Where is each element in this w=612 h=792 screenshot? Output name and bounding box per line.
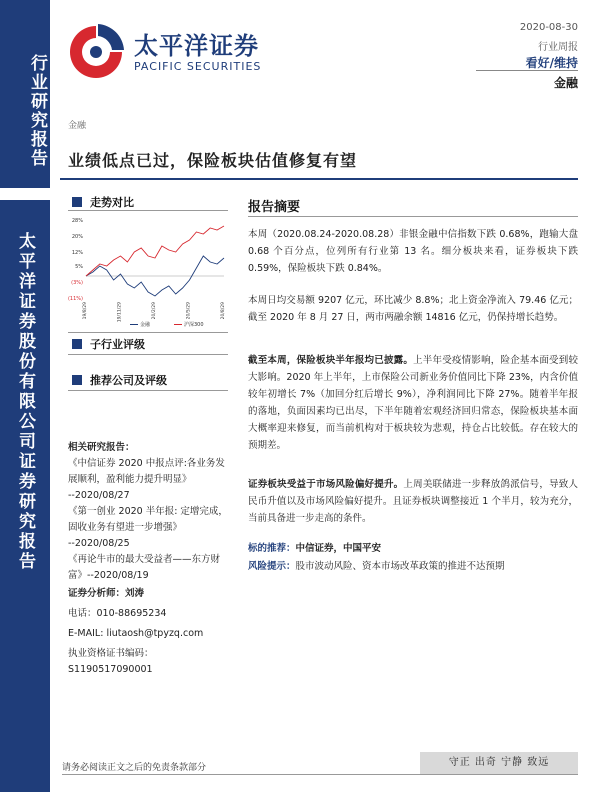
section-recommend	[72, 372, 167, 388]
title-divider	[60, 178, 578, 180]
risk-value: 股市波动风险、资本市场改革政策的推进不达预期	[295, 561, 505, 572]
section-divider	[68, 332, 228, 333]
report-type: 行业周报	[538, 42, 578, 53]
related-item-date: --2020/08/25	[68, 538, 130, 549]
y-tick-label: (11%)	[67, 296, 83, 302]
risk-label: 风险提示：	[248, 561, 296, 572]
section-marker-icon	[72, 339, 82, 349]
logo-cn-text: 太平洋证券	[134, 32, 259, 60]
related-item[interactable]: 《再论牛市的最大受益者——东方财富》--2020/08/19	[68, 554, 221, 581]
breadcrumb: 金融	[68, 121, 87, 131]
legend-label: 金融	[140, 322, 151, 328]
related-item[interactable]: 《第一创业 2020 半年报: 定增完成，固收业务有望进一步增强》	[68, 506, 228, 533]
x-tick-label: 20/8/29	[221, 302, 226, 320]
y-tick-label: (3%)	[71, 280, 83, 286]
section-sub-industry	[72, 336, 145, 352]
report-date: 2020-08-30	[519, 22, 578, 33]
industry-rating: 看好/维持	[525, 56, 578, 70]
summary-p4-lead: 证券板块受益于市场风险偏好提升。	[248, 479, 404, 490]
summary-risk	[248, 558, 578, 575]
logo	[64, 20, 284, 80]
x-tick-label: 20/2/29	[152, 302, 157, 320]
targets-label: 标的推荐：	[248, 543, 296, 554]
section-divider	[68, 390, 228, 391]
summary-paragraph-1: 本周（2020.08.24-2020.08.28）非银金融中信指数下跌 0.68%，跑输大盘 0.68 个百分点，位列所有行业第 13 名。细分板块来看，证券板块下跌 0.59%，保险板块下跌 0.84%。	[248, 229, 578, 274]
section-recommend-label: 推荐公司及评级	[90, 374, 167, 387]
footer-disclaimer: 请务必阅读正文之后的免责条款部分	[62, 763, 207, 773]
section-divider	[68, 210, 228, 211]
trend-chart	[64, 214, 230, 330]
summary-divider	[248, 216, 578, 217]
section-marker-icon	[72, 375, 82, 385]
footer-motto: 守正 出奇 宁静 致远	[420, 752, 578, 774]
report-header-meta	[520, 22, 578, 70]
x-tick-label: 19/8/29	[83, 302, 88, 320]
related-reports	[68, 440, 230, 584]
x-tick-label: 20/5/29	[186, 302, 192, 320]
section-trend-label: 走势对比	[90, 196, 134, 209]
summary-p3-body: 上半年受疫情影响，险企基本面受到较大影响。2020 年上半年，上市保险公司新业务价值同比下降 23%，内含价值较年初增长 7%（加回分红后增长 9%），净利润同比下降 27%。随着半年报的落地，负面因素均已出尽，下半年随着宏观经济回归常态，保险板块基本面大概率迎来修复，而当前机构对于板块较为悲观，持仓占比较低。存在较大的预期差。	[248, 355, 578, 451]
related-heading: 相关研究报告：	[68, 442, 135, 453]
logo-mark-icon	[64, 20, 128, 80]
legend-label: 沪深300	[184, 322, 204, 328]
related-item-date: --2020/08/27	[68, 490, 130, 501]
summary-p4-body: 上周美联储进一步释放鸽派信号，导致人民币升值以及市场风险偏好提升。且证券板块调整接近 1 个半月，较为充分，当前具备进一步走高的条件。	[248, 479, 578, 524]
series-line-1	[86, 226, 224, 276]
summary-paragraph-2: 本周日均交易额 9207 亿元，环比减少 8.8%；北上资金净流入 79.46 亿元；截至 2020 年 8 月 27 日，两市两融余额 14816 亿元，仍保持增长趋势。	[248, 295, 578, 323]
y-tick-label: 5%	[75, 264, 83, 270]
y-tick-label: 28%	[71, 218, 83, 224]
analyst-phone: 电话：010-88695234	[68, 608, 167, 619]
x-tick-label: 19/11/29	[117, 302, 123, 323]
header-divider	[476, 70, 578, 71]
analyst-email[interactable]: E-MAIL: liutaosh@tpyzq.com	[68, 628, 204, 639]
sidebar-separator	[0, 188, 50, 200]
section-marker-icon	[72, 197, 82, 207]
page-title: 业绩低点已过，保险板块估值修复有望	[68, 151, 358, 170]
sidebar-bottom-label: 太平洋证券股份有限公司证券研究报告	[15, 232, 35, 572]
analyst-cert: 执业资格证书编码：S1190517090001	[68, 648, 154, 675]
summary-p3-lead: 截至本周，保险板块半年报均已披露。	[248, 355, 414, 366]
summary-targets	[248, 540, 578, 557]
summary-title: 报告摘要	[248, 200, 301, 215]
targets-value: 中信证券，中国平安	[295, 543, 382, 554]
summary-paragraph-4	[248, 476, 578, 527]
sidebar-top-label: 行业研究报告	[27, 54, 47, 168]
section-divider	[68, 354, 228, 355]
footer-divider	[62, 774, 578, 775]
summary-paragraph-3	[248, 352, 578, 454]
y-tick-label: 20%	[71, 234, 83, 240]
industry-name: 金融	[553, 76, 578, 90]
y-tick-label: 12%	[71, 250, 83, 256]
logo-en-text: PACIFIC SECURITIES	[134, 60, 262, 73]
analyst-heading: 证券分析师：刘涛	[68, 588, 145, 599]
section-sub-industry-label: 子行业评级	[90, 338, 145, 351]
analyst-info	[68, 586, 230, 678]
section-trend	[72, 194, 134, 210]
related-item[interactable]: 《中信证券 2020 中报点评:各业务发展顺利，盈利能力提升明显》	[68, 458, 225, 485]
